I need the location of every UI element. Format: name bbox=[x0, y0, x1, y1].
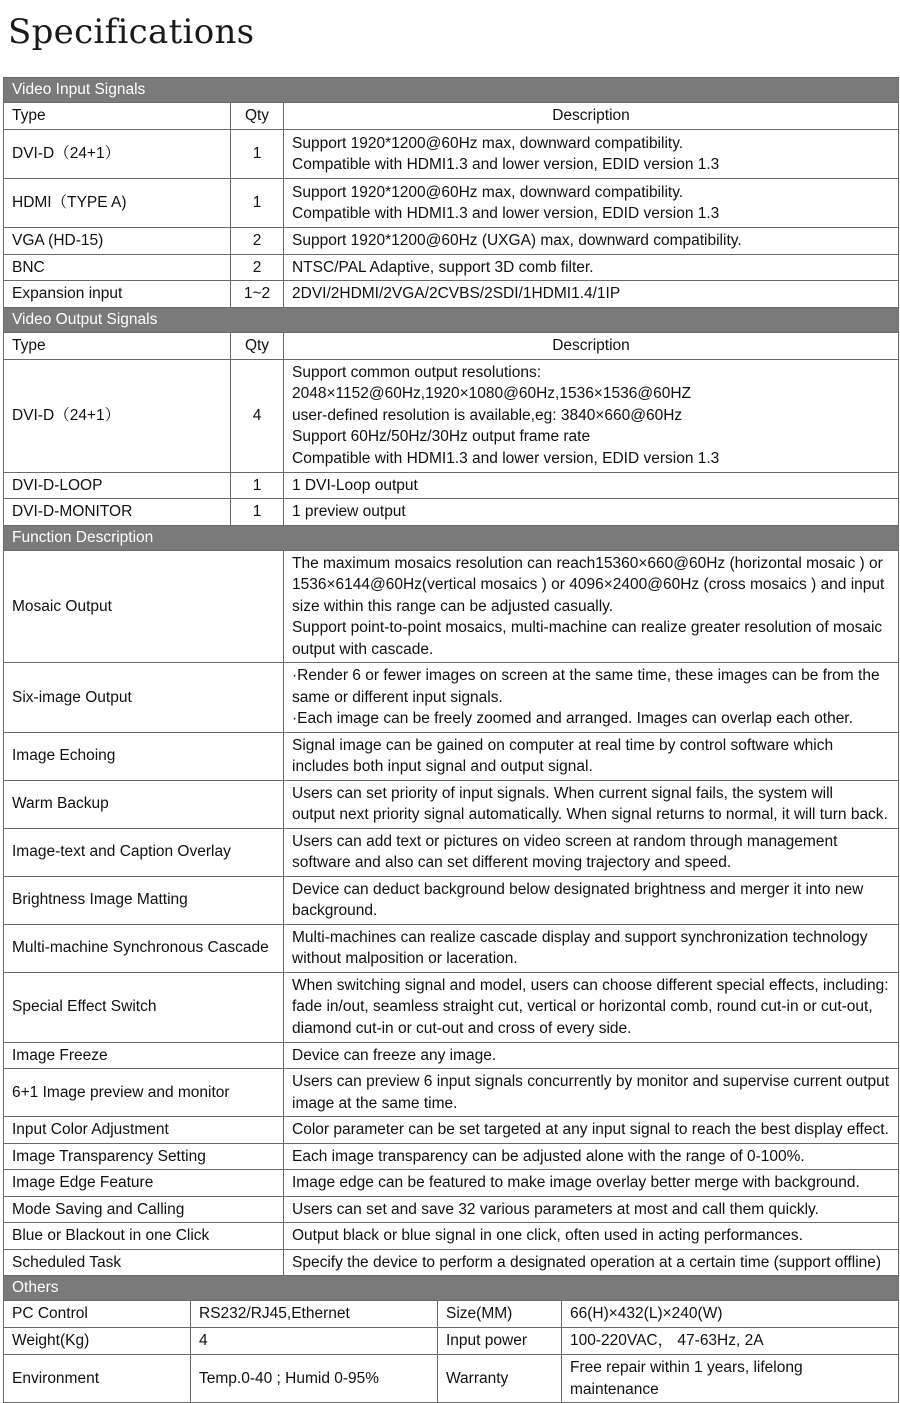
function-row bbox=[4, 1143, 899, 1170]
function-row bbox=[4, 1223, 899, 1250]
description-cell bbox=[284, 499, 899, 526]
function-row bbox=[4, 1170, 899, 1197]
description-cell bbox=[284, 1170, 899, 1197]
function-row bbox=[4, 780, 899, 828]
description-cell bbox=[284, 1223, 899, 1250]
description-line: Each image transparency can be adjusted alone with the range of 0-100%. bbox=[292, 1147, 805, 1165]
description-cell bbox=[284, 228, 899, 255]
description-line: ·Render 6 or fewer images on screen at the same time, these images can be from the same or different input signals. bbox=[292, 667, 880, 706]
signal-qty: 1 bbox=[231, 130, 284, 179]
signal-type: DVI-D（24+1） bbox=[4, 130, 231, 179]
description-cell bbox=[284, 472, 899, 499]
header-type: Type bbox=[4, 103, 231, 130]
signal-type: DVI-D-MONITOR bbox=[4, 499, 231, 526]
signal-qty: 1~2 bbox=[231, 281, 284, 308]
header-description: Description bbox=[284, 103, 899, 130]
header-type: Type bbox=[4, 332, 231, 359]
description-line: ·Each image can be freely zoomed and arranged. Images can overlap each other. bbox=[292, 710, 853, 727]
description-line: Users can set and save 32 various parameters at most and call them quickly. bbox=[292, 1200, 819, 1218]
spec-label: Environment bbox=[4, 1355, 191, 1403]
function-row bbox=[4, 876, 899, 924]
header-description: Description bbox=[284, 332, 899, 359]
description-line: Support point-to-point mosaics, multi-machine can realize greater resolution of mosaic output with cascade. bbox=[292, 619, 883, 658]
signal-row bbox=[4, 179, 899, 228]
spec-label: Size(MM) bbox=[438, 1301, 562, 1328]
signal-type: HDMI（TYPE A) bbox=[4, 179, 231, 228]
section-function-description bbox=[4, 525, 899, 550]
function-row bbox=[4, 972, 899, 1042]
others-row bbox=[4, 1301, 899, 1328]
others-row bbox=[4, 1328, 899, 1355]
section-video-input bbox=[4, 78, 899, 103]
function-name: Image Freeze bbox=[4, 1042, 284, 1069]
spec-label: Weight(Kg) bbox=[4, 1328, 191, 1355]
signal-row bbox=[4, 359, 899, 472]
function-row bbox=[4, 1069, 899, 1117]
description-line: Support 60Hz/50Hz/30Hz output frame rate bbox=[292, 428, 591, 446]
description-line: NTSC/PAL Adaptive, support 3D comb filter. bbox=[292, 258, 594, 276]
function-name: Mode Saving and Calling bbox=[4, 1196, 284, 1223]
description-line: 1 DVI-Loop output bbox=[292, 476, 418, 494]
signal-qty: 1 bbox=[231, 179, 284, 228]
spec-label: Input power bbox=[438, 1328, 562, 1355]
description-line: Device can deduct background below designated brightness and merger it into new background. bbox=[292, 880, 864, 919]
signal-qty: 2 bbox=[231, 254, 284, 281]
signal-row bbox=[4, 254, 899, 281]
description-cell bbox=[284, 550, 899, 663]
description-cell bbox=[284, 1143, 899, 1170]
description-line: Compatible with HDMI1.3 and lower version, EDID version 1.3 bbox=[292, 205, 720, 222]
function-row bbox=[4, 732, 899, 780]
description-cell bbox=[284, 359, 899, 472]
function-name: Six-image Output bbox=[4, 663, 284, 733]
description-cell bbox=[284, 663, 899, 733]
function-row bbox=[4, 924, 899, 972]
description-line: Signal image can be gained on computer at real time by control software which includes both input signal and output signal. bbox=[292, 736, 834, 775]
spec-label: Warranty bbox=[438, 1355, 562, 1403]
others-row bbox=[4, 1355, 899, 1403]
signal-type: VGA (HD-15) bbox=[4, 228, 231, 255]
function-row bbox=[4, 828, 899, 876]
signal-type: DVI-D（24+1） bbox=[4, 359, 231, 472]
signal-type: BNC bbox=[4, 254, 231, 281]
function-name: Multi-machine Synchronous Cascade bbox=[4, 924, 284, 972]
signal-row bbox=[4, 499, 899, 526]
function-row bbox=[4, 1249, 899, 1276]
description-line: Multi-machines can realize cascade display and support synchronization technology without malposition or laceration. bbox=[292, 928, 868, 967]
spec-value: 100-220VAC， 47-63Hz, 2A bbox=[562, 1328, 899, 1355]
description-line: Specify the device to perform a designated operation at a certain time (support offline) bbox=[292, 1253, 882, 1271]
description-line: Support 1920*1200@60Hz max, downward compatibility. bbox=[292, 183, 684, 201]
description-line: Device can freeze any image. bbox=[292, 1046, 497, 1064]
function-name: Input Color Adjustment bbox=[4, 1117, 284, 1144]
function-name: Image Echoing bbox=[4, 732, 284, 780]
spec-value: Temp.0-40 ; Humid 0-95% bbox=[191, 1355, 438, 1403]
description-cell bbox=[284, 254, 899, 281]
description-line: Users can add text or pictures on video screen at random through management software and also can set different moving trajectory and speed. bbox=[292, 832, 838, 871]
description-line: Compatible with HDMI1.3 and lower version, EDID version 1.3 bbox=[292, 449, 720, 467]
function-name: Special Effect Switch bbox=[4, 972, 284, 1042]
description-cell bbox=[284, 130, 899, 179]
spec-table bbox=[3, 77, 899, 1403]
column-header-row bbox=[4, 332, 899, 359]
function-row bbox=[4, 1042, 899, 1069]
function-row bbox=[4, 1117, 899, 1144]
signal-type: DVI-D-LOOP bbox=[4, 472, 231, 499]
description-cell bbox=[284, 924, 899, 972]
description-cell bbox=[284, 1117, 899, 1144]
page-title: Specifications bbox=[8, 12, 255, 52]
function-name: 6+1 Image preview and monitor bbox=[4, 1069, 284, 1117]
header-qty: Qty bbox=[231, 103, 284, 130]
spec-label: PC Control bbox=[4, 1301, 191, 1328]
function-row bbox=[4, 663, 899, 733]
signal-qty: 1 bbox=[231, 472, 284, 499]
description-cell bbox=[284, 780, 899, 828]
section-video-output bbox=[4, 307, 899, 332]
spec-value: 66(H)×432(L)×240(W) bbox=[562, 1301, 899, 1328]
signal-qty: 4 bbox=[231, 359, 284, 472]
spec-value: Free repair within 1 years, lifelong maintenance bbox=[562, 1355, 899, 1403]
section-heading: Video Input Signals bbox=[4, 78, 899, 103]
description-line: Support 1920*1200@60Hz (UXGA) max, downward compatibility. bbox=[292, 232, 742, 249]
description-line: user-defined resolution is available,eg: 3840×660@60Hz bbox=[292, 406, 683, 424]
description-cell bbox=[284, 281, 899, 308]
section-heading: Function Description bbox=[4, 525, 899, 550]
signal-row bbox=[4, 130, 899, 179]
section-others bbox=[4, 1276, 899, 1301]
description-cell bbox=[284, 828, 899, 876]
description-line: Support 1920*1200@60Hz max, downward compatibility. bbox=[292, 134, 684, 152]
function-name: Blue or Blackout in one Click bbox=[4, 1223, 284, 1250]
description-line: Output black or blue signal in one click, often used in acting performances. bbox=[292, 1227, 803, 1244]
spec-value: RS232/RJ45,Ethernet bbox=[191, 1301, 438, 1328]
description-cell bbox=[284, 972, 899, 1042]
function-name: Mosaic Output bbox=[4, 550, 284, 663]
description-cell bbox=[284, 876, 899, 924]
function-name: Image Edge Feature bbox=[4, 1170, 284, 1197]
signal-qty: 2 bbox=[231, 228, 284, 255]
spec-value: 4 bbox=[191, 1328, 438, 1355]
signal-row bbox=[4, 228, 899, 255]
description-cell bbox=[284, 1196, 899, 1223]
description-cell bbox=[284, 1069, 899, 1117]
signal-row bbox=[4, 472, 899, 499]
description-line: Image edge can be featured to make image overlay better merge with background. bbox=[292, 1174, 860, 1191]
description-line: Compatible with HDMI1.3 and lower version, EDID version 1.3 bbox=[292, 156, 720, 173]
description-line: Color parameter can be set targeted at any input signal to reach the best display effect. bbox=[292, 1121, 889, 1138]
description-line: Users can set priority of input signals. When current signal fails, the system will bbox=[292, 784, 833, 802]
signal-qty: 1 bbox=[231, 499, 284, 526]
description-line: Users can preview 6 input signals concurrently by monitor and supervise current output image at the same time. bbox=[292, 1073, 890, 1112]
function-row bbox=[4, 550, 899, 663]
function-name: Image-text and Caption Overlay bbox=[4, 828, 284, 876]
description-cell bbox=[284, 732, 899, 780]
description-line: 2048×1152@60Hz,1920×1080@60Hz,1536×1536@60HZ bbox=[292, 385, 691, 403]
column-header-row bbox=[4, 103, 899, 130]
signal-type: Expansion input bbox=[4, 281, 231, 308]
function-name: Image Transparency Setting bbox=[4, 1143, 284, 1170]
function-row bbox=[4, 1196, 899, 1223]
description-cell bbox=[284, 179, 899, 228]
section-heading: Others bbox=[4, 1276, 899, 1301]
section-heading: Video Output Signals bbox=[4, 307, 899, 332]
function-name: Brightness Image Matting bbox=[4, 876, 284, 924]
description-line: Support common output resolutions: bbox=[292, 363, 541, 381]
description-line: 1 preview output bbox=[292, 503, 406, 520]
function-name: Scheduled Task bbox=[4, 1249, 284, 1276]
function-name: Warm Backup bbox=[4, 780, 284, 828]
description-line: output next priority signal automatically. When signal returns to normal, it will turn back. bbox=[292, 806, 888, 823]
description-cell bbox=[284, 1042, 899, 1069]
description-cell bbox=[284, 1249, 899, 1276]
description-line: When switching signal and model, users can choose different special effects, including: fade in/out, seamless straight cut, vertical or horizontal comb, round cut-in or cut-out, diamond cut-in or cut-out and cross of every side. bbox=[292, 976, 889, 1037]
header-qty: Qty bbox=[231, 332, 284, 359]
description-line: 2DVI/2HDMI/2VGA/2CVBS/2SDI/1HDMI1.4/1IP bbox=[292, 285, 621, 302]
signal-row bbox=[4, 281, 899, 308]
description-line: The maximum mosaics resolution can reach15360×660@60Hz (horizontal mosaic ) or 1536×6144@60Hz(vertical mosaics ) or 4096×2400@60Hz (cross mosaics ) and input size within this range can be adjusted casually. bbox=[292, 554, 885, 615]
